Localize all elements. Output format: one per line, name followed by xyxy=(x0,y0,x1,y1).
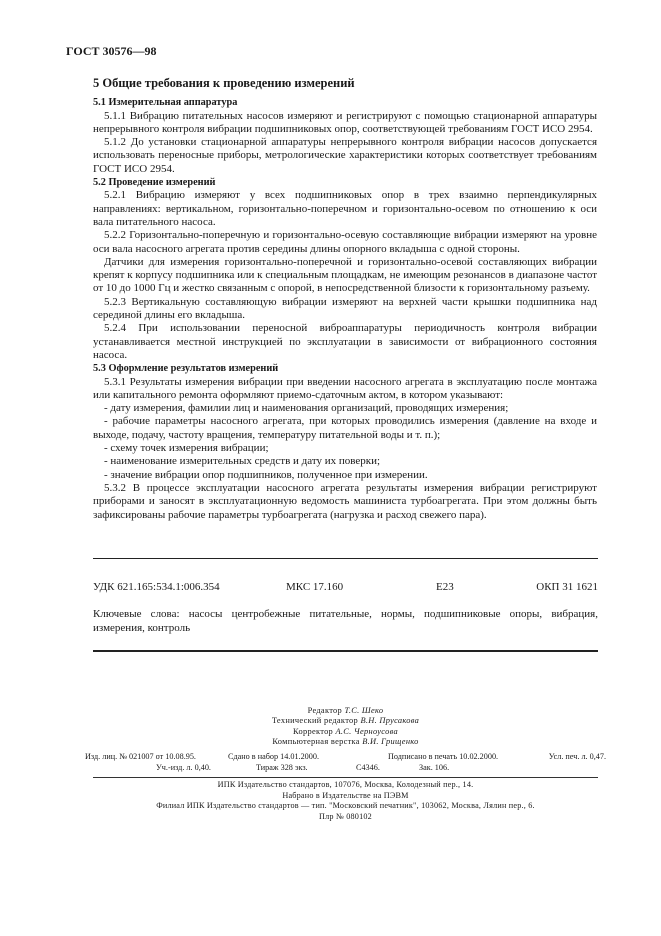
paragraph-5-1-1: 5.1.1 Вибрацию питательных насосов измеряют и регистрируют с помощью стационарной аппаратуры непрерывного контроля вибрации подшипниковых опор, соответствующей требованиям ГОСТ ИСО 2954. xyxy=(93,109,597,135)
imprint-row: Уч.-изд. л. 0,40. Тираж 328 экз. С4346. Зак. 106. xyxy=(156,763,450,772)
keywords: Ключевые слова: насосы центробежные питательные, нормы, подшипниковые опоры, вибрация, измерения, контроль xyxy=(93,608,598,634)
subsection-heading-5-2: 5.2 Проведение измерений xyxy=(93,177,216,189)
list-item: - схему точек измерения вибрации; xyxy=(104,442,269,455)
classification-codes xyxy=(93,581,598,595)
divider xyxy=(93,558,598,559)
paragraph-5-2-4: 5.2.4 При использовании переносной виброаппаратуры периодичность контроля вибрации устанавливается местной инструкцией по эксплуатации в зависимости от вибрационного состояния насоса. xyxy=(93,322,597,361)
subsection-heading-5-1: 5.1 Измерительная аппаратура xyxy=(93,97,238,109)
paragraph-5-1-2: 5.1.2 До установки стационарной аппаратуры непрерывного контроля вибрации насосов допускается использовать переносные приборы, метрологические характеристики которых соответствует требованиям ГОСТ ИСО 2954. xyxy=(93,136,597,175)
list-item: - наименование измерительных средств и дату их поверки; xyxy=(104,455,381,468)
credits xyxy=(93,706,598,747)
divider xyxy=(93,650,598,652)
section-title: 5 Общие требования к проведению измерений xyxy=(93,76,355,90)
editor-line: Редактор Т.С. Шеко xyxy=(307,706,384,715)
publisher-line: Филиал ИПК Издательство стандартов — тип. "Московский печатник", 103062, Москва, Лялин пер., 6. xyxy=(156,801,535,811)
publisher-line: Набрано в Издательстве на ПЭВМ xyxy=(282,790,409,800)
imprint xyxy=(85,752,606,774)
tech-editor-line: Технический редактор В.Н. Прусакова xyxy=(271,716,420,726)
imprint-row: Изд. лиц. № 021007 от 10.08.95. Сдано в набор 14.01.2000. Подписано в печать 10.02.2000. Усл. печ. л. 0,47. xyxy=(85,752,606,761)
paragraph-5-2-3: 5.2.3 Вертикальную составляющую вибрации измеряют на верхней части крышки подшипника над серединой длины его вкладыша. xyxy=(93,295,597,322)
publisher-info xyxy=(93,780,598,822)
okp-code: ОКП 31 1621 xyxy=(536,581,598,593)
corrector-line: Корректор А.С. Черноусова xyxy=(293,726,398,736)
list-item: - значение вибрации опор подшипников, полученное при измерении. xyxy=(104,468,428,481)
list-item: - дату измерения, фамилии лиц и наименования организаций, проводящих измерения; xyxy=(104,402,509,415)
divider xyxy=(93,777,598,778)
layout-line: Компьютерная верстка В.И. Грищенко xyxy=(272,736,419,746)
list-item: - рабочие параметры насосного агрегата, при которых проводились измерения (давление на входе и выходе, подачу, частоту вращения, температуру питательной воды и т. п.); xyxy=(93,415,597,441)
paragraph-5-2-2: 5.2.2 Горизонтально-поперечную и горизонтально-осевую составляющие вибрации измеряют на уровне оси вала насосного агрегата против середины длины опорного вкладыша с одной стороны. xyxy=(93,229,597,255)
publisher-line: Плр № 080102 xyxy=(319,811,372,821)
paragraph-5-3-1: 5.3.1 Результаты измерения вибрации при введении насосного агрегата в эксплуатацию после монтажа или капитального ремонта оформляют приемо-сдаточным актом, в котором указывают: xyxy=(93,375,597,401)
paragraph-5-3-2: 5.3.2 В процессе эксплуатации насосного агрегата результаты измерения вибрации регистрируют приборами и заносят в эксплуатационную ведомость машиниста турбоагрегата. При этом должны быть зафиксированы рабочие параметры турбоагрегата (нагрузка и расход свежего пара). xyxy=(93,481,597,521)
paragraph-5-2-2-sensors: Датчики для измерения горизонтально-поперечной и горизонтально-осевой составляющих вибрации крепят к корпусу подшипника или к специальным площадкам, не имеющим резонансов в диапазоне частот от 10 до 1000 Гц и жестко связанным с опорой, в непосредственной близости к горизонтальному разъему. xyxy=(93,255,597,295)
publisher-line: ИПК Издательство стандартов, 107076, Москва, Колодезный пер., 14. xyxy=(217,780,474,789)
subsection-heading-5-3: 5.3 Оформление результатов измерений xyxy=(93,363,279,375)
udk-code: УДК 621.165:534.1:006.354 xyxy=(93,581,220,593)
document-body xyxy=(93,77,597,522)
e-code: Е23 xyxy=(436,581,454,593)
paragraph-5-2-1: 5.2.1 Вибрацию измеряют у всех подшипниковых опор в трех взаимно перпендикулярных направлениях: вертикальном, горизонтально-поперечном и горизонтально-осевом по отношению к оси вала питательного насоса. xyxy=(93,189,597,228)
mks-code: МКС 17.160 xyxy=(286,581,344,593)
document-header: ГОСТ 30576—98 xyxy=(66,44,157,58)
